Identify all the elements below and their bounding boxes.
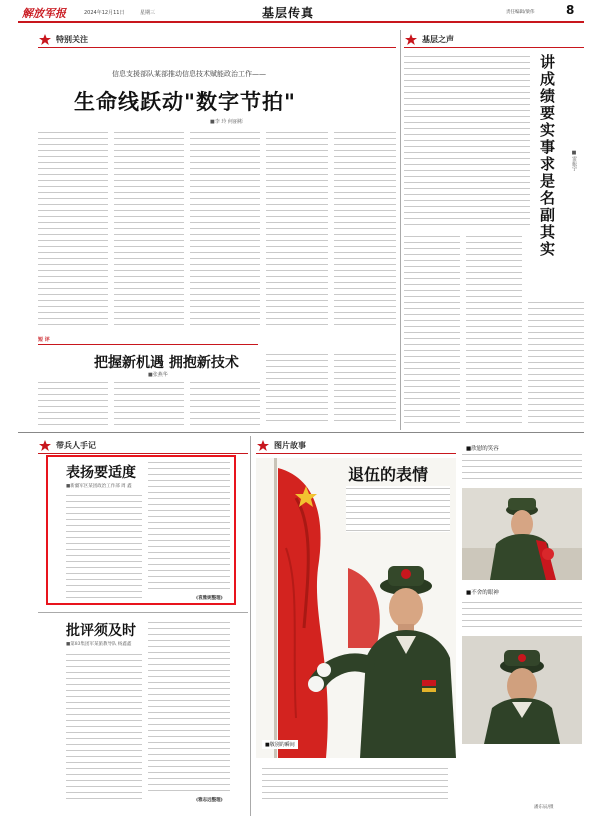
praise-byline: ■新疆军区某团政治工作部 周 鑫 (66, 484, 132, 489)
feature-section-bar (38, 34, 398, 45)
commentary-body-col-4 (266, 352, 328, 426)
star-icon (256, 440, 270, 451)
criticism-source-tag: (雅志远整理) (196, 798, 223, 803)
masthead (0, 0, 600, 22)
feature-body-col-2 (114, 130, 184, 328)
grassroots-body-col-3 (528, 300, 584, 428)
issue-date: 2024年12月11日 (84, 10, 125, 16)
photo-story-headline: 退伍的表情 (348, 465, 429, 484)
grassroots-body-top (404, 54, 530, 226)
star-icon (38, 440, 52, 451)
photo-story-footer-text (262, 766, 448, 802)
criticism-body-col-2 (148, 620, 230, 794)
section-title: 基层传真 (262, 6, 315, 20)
grassroots-section-label: 基层之声 (422, 35, 454, 44)
grassroots-byline: ■雷振宇 (571, 150, 577, 171)
leader-notes-rule (38, 453, 248, 454)
photo-story-section-label: 图片故事 (274, 441, 306, 450)
issue-weekday: 星期三 (140, 10, 156, 16)
feature-byline: ■李 玲 何丽彬 (210, 119, 243, 125)
commentary-label: 短 评 (38, 337, 50, 343)
photo-story-section-bar (256, 440, 456, 451)
commentary-byline: ■张燕华 (148, 372, 168, 378)
right-photo-caption-1: ■欣慰的笑容 (466, 446, 499, 452)
commentary-rule (38, 344, 258, 345)
commentary-headline: 把握新机遇 拥抱新技术 (94, 355, 239, 371)
right-photo-2 (462, 636, 582, 744)
feature-headline: 生命线跃动"数字节拍" (74, 90, 296, 114)
lower-left-divider (38, 612, 248, 613)
commentary-body-col-5 (334, 352, 396, 426)
photo-story-rule (256, 453, 456, 454)
feature-top-rule (38, 47, 396, 48)
masthead-rule (18, 21, 584, 23)
commentary-body-col-3 (190, 380, 260, 426)
commentary-body-col-1 (38, 380, 108, 426)
right-photo-1 (462, 488, 582, 580)
feature-vertical-divider (400, 30, 401, 430)
praise-body-col-2 (148, 460, 230, 594)
photographer-credit: 潘东辰/摄 (534, 805, 554, 810)
main-photo-caption: ■敬别的瞬间 (262, 740, 298, 749)
leader-notes-section-label: 带兵人手记 (56, 441, 96, 450)
star-icon (38, 34, 52, 45)
criticism-byline: ■第83集团军某旅教导队 杨鑫鑫 (66, 642, 132, 647)
right-photo-caption-2: ■不舍的眼神 (466, 590, 499, 596)
praise-headline: 表扬要适度 (66, 465, 136, 481)
leader-notes-section-bar (38, 440, 248, 451)
feature-body-col-1 (38, 130, 108, 328)
feature-body-col-5 (334, 130, 396, 328)
right-photo-1-text (462, 452, 582, 484)
grassroots-body-col-2 (466, 234, 522, 428)
photo-story-intro (346, 486, 450, 532)
grassroots-section-bar (404, 34, 584, 45)
feature-body-col-3 (190, 130, 260, 328)
feature-body-col-4 (266, 130, 328, 328)
grassroots-top-rule (404, 47, 584, 48)
page-number: 8 (566, 3, 575, 17)
star-icon (404, 34, 418, 45)
grassroots-vertical-title: 讲成绩要实事求是名副其实 (538, 54, 556, 258)
criticism-body-col-1 (66, 652, 142, 802)
saluting-soldier-illustration (462, 636, 582, 744)
feature-section-label: 特别关注 (56, 35, 88, 44)
editor-info: 责任编辑/梁伟 (506, 10, 535, 15)
newspaper-logo: 解放军报 (22, 7, 66, 20)
feature-kicker: 信息支援部队某部推动信息技术赋能政治工作—— (112, 70, 266, 78)
lower-vertical-divider (250, 436, 251, 816)
smiling-soldier-illustration (462, 488, 582, 580)
criticism-headline: 批评须及时 (66, 623, 136, 639)
right-photo-2-text (462, 600, 582, 632)
commentary-body-col-2 (114, 380, 184, 426)
grassroots-body-col-1 (404, 234, 460, 428)
praise-body-col-1 (66, 493, 142, 601)
praise-source-tag: (袁雅妮整理) (196, 596, 223, 601)
mid-page-rule (18, 432, 584, 433)
